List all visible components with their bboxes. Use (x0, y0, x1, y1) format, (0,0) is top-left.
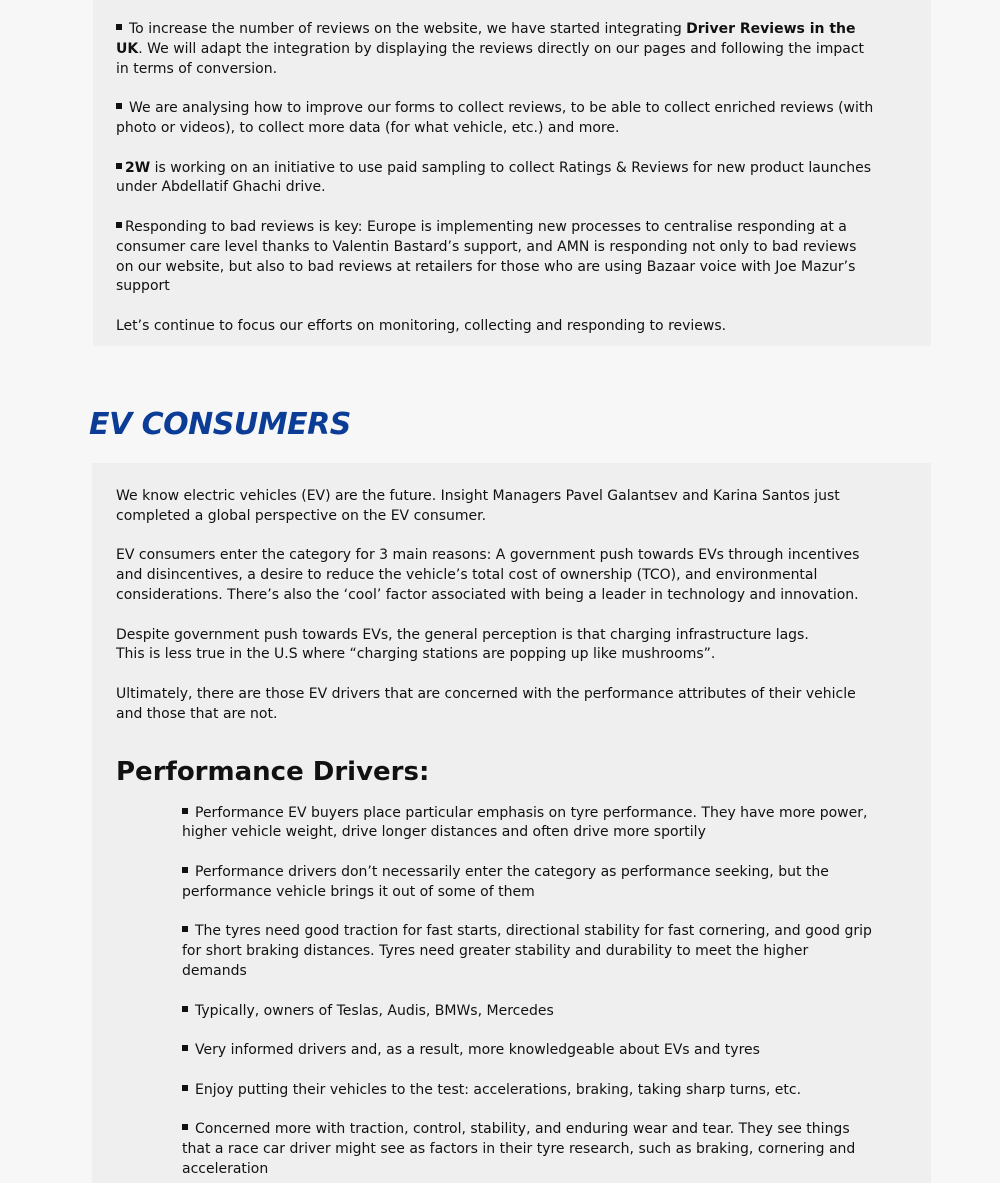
list-item-text: The tyres need good traction for fast starts, directional stability for fast cornering, and good grip for short braking distances. Tyres need greater stability and durability to meet the higher demands (182, 923, 872, 979)
bullet-icon (182, 1006, 188, 1012)
reviews-item-bad-reviews (116, 218, 876, 297)
performance-drivers-heading: Performance Drivers: (116, 756, 430, 787)
list-item-text: Performance EV buyers place particular emphasis on tyre performance. They have more power, higher vehicle weight, drive longer distances and often drive more sportily (182, 804, 868, 841)
ev-infrastructure (116, 626, 876, 666)
reviews-item-text: is working on an initiative to use paid sampling to collect Ratings & Reviews for new product launches under Abdellatif Ghachi drive. (116, 159, 872, 196)
ev-reasons: EV consumers enter the category for 3 main reasons: A government push towards EVs through incentives and disincentives, a desire to reduce the vehicle’s total cost of ownership (TCO), and environmental considerations. There’s also the ‘cool’ factor associated with being a leader in technology and innovation. (116, 547, 860, 603)
list-item (182, 1002, 872, 1022)
bullet-icon (182, 867, 188, 873)
bullet-icon (182, 808, 188, 814)
list-item-text: Very informed drivers and, as a result, more knowledgeable about EVs and tyres (195, 1042, 760, 1059)
bullet-icon (182, 926, 188, 932)
section-title-ev-consumers: EV CONSUMERS (89, 407, 351, 442)
ev-consumers-panel (92, 463, 931, 1183)
bullet-icon (116, 222, 122, 228)
ev-infrastructure-line: This is less true in the U.S where “charging stations are popping up like mushrooms”. (116, 646, 716, 663)
list-item (182, 863, 872, 903)
reviews-item-text: To increase the number of reviews on the website, we have started integrating (129, 21, 687, 37)
reviews-item-bold-text: 2W (125, 159, 151, 176)
list-item (182, 922, 872, 981)
reviews-item-bold-text: Driver Reviews in the UK (116, 21, 856, 57)
bullet-icon (116, 24, 122, 30)
reviews-item-text: We are analysing how to improve our forms to collect reviews, to be able to collect enriched reviews (with photo or videos), to collect more data (for what vehicle, etc.) and more. (116, 100, 874, 136)
bullet-icon (182, 1085, 188, 1091)
bullet-icon (116, 103, 122, 109)
reviews-panel (93, 0, 931, 346)
list-item-text: Performance drivers don’t necessarily enter the category as performance seeking, but the performance vehicle brings it out of some of them (182, 863, 829, 900)
list-item (182, 1120, 872, 1179)
bullet-icon (116, 163, 122, 169)
performance-drivers-list (116, 804, 931, 1180)
list-item (182, 1081, 872, 1101)
reviews-item-forms (116, 99, 876, 139)
ev-ultimately: Ultimately, there are those EV drivers that are concerned with the performance attributes of their vehicle and those that are not. (116, 685, 856, 722)
reviews-closing: Let’s continue to focus our efforts on monitoring, collecting and responding to reviews. (116, 317, 727, 334)
list-item-text: Enjoy putting their vehicles to the test: accelerations, braking, taking sharp turns, etc. (195, 1081, 802, 1098)
reviews-item-2w (116, 159, 876, 199)
ev-infrastructure-line: Despite government push towards EVs, the general perception is that charging infrastructure lags. (116, 626, 809, 643)
bullet-icon (182, 1045, 188, 1051)
list-item-text: Typically, owners of Teslas, Audis, BMWs, Mercedes (195, 1002, 554, 1019)
ev-intro: We know electric vehicles (EV) are the future. Insight Managers Pavel Galantsev and Karina Santos just completed a global perspective on the EV consumer. (116, 488, 840, 524)
reviews-item-text: . We will adapt the integration by displaying the reviews directly on our pages and following the impact in terms of conversion. (116, 40, 865, 77)
list-item-text: Concerned more with traction, control, stability, and enduring wear and tear. They see things that a race car driver might see as factors in their tyre research, such as braking, cornering and acceleration (182, 1121, 856, 1177)
reviews-item-uk-integration (116, 20, 876, 79)
reviews-item-text: Responding to bad reviews is key: Europe is implementing new processes to centralise responding at a consumer care level thanks to Valentin Bastard’s support, and AMN is responding not only to bad reviews on our website, but also to bad reviews at retailers for those who are using Bazaar voice with Joe Mazur’s support (116, 218, 857, 295)
bullet-icon (182, 1124, 188, 1130)
list-item (182, 1041, 872, 1061)
list-item (182, 804, 872, 844)
